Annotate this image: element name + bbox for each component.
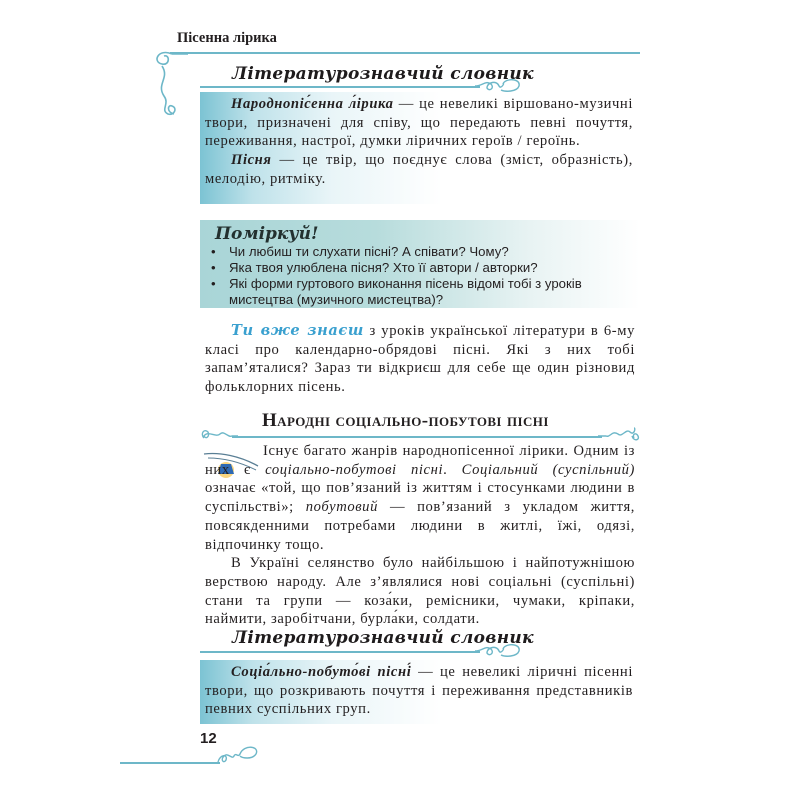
running-header: Пісенна лірика	[177, 30, 277, 46]
known-lead: Ти вже знаєш	[231, 322, 364, 339]
p1-text: Існує багато жанрів народнопісенної лірики. Одним із них є	[205, 443, 635, 478]
p2-text: В Україні селянство було найбільшою і найпотужнішою верствою народу. Але з’являлися нові соціальні (суспільні) стани та групи — коза́ки, ремісники, чумаки, кріпаки, наймити, заробітчани, бурла́ки, солдати.	[205, 555, 635, 628]
flourish-icon	[475, 641, 525, 661]
term-folk-lyric: Народнопіс́енна л́ірика	[231, 96, 394, 112]
flourish-footer-icon	[216, 740, 260, 766]
section-title: Народні соціально-побутові пісні	[262, 410, 549, 431]
p1-text: — пов’язаний з укладом життя, повсякденними потребами людини в житлі, їжі, одязі, відпочинку тощо.	[205, 499, 635, 553]
question-item: • Які форми гуртового виконання пісень відомі тобі з уроків мистецтва (музичного мистецтва)?	[205, 276, 635, 308]
known-text: з уроків української літератури в 6-му класі про календарно-обрядові пісні. Які з них тобі запам’яталися? Зараз ти відкриєш для себе ще один різновид фольклорних пісень.	[205, 323, 635, 396]
p1-text: .	[443, 461, 462, 478]
term-social-songs: соціально-побутові пісні	[265, 461, 444, 478]
footer-rule	[120, 762, 220, 764]
question-item: • Чи любиш ти слухати пісні? А співати? Чому?	[205, 244, 635, 260]
term-social: Соціальний (суспільний)	[461, 461, 636, 478]
term-social-everyday-songs: Соціа́льно-побуто́ві пісні́	[231, 664, 412, 680]
think-title: Поміркуй!	[215, 224, 319, 244]
question-item: • Яка твоя улюблена пісня? Хто її автори / авторки?	[205, 260, 635, 276]
glossary-rule	[200, 86, 480, 88]
glossary-definitions	[205, 95, 633, 189]
term-everyday: побутовий	[305, 499, 378, 516]
flourish-corner-icon	[148, 44, 188, 124]
def-song: — це твір, що поєднує слова (зміст, образність), мелодію, ритміку.	[205, 152, 633, 187]
def-folk-lyric: — це невеликі віршовано-музичні твори, призначені для співу, що передають певні почуття, переживання, настрої, думки ліричних героїв / героїнь.	[205, 96, 633, 150]
glossary-rule	[200, 651, 480, 653]
section-rule	[232, 436, 602, 438]
def-social-everyday-songs: — це невеликі ліричні пісенні твори, що розкривають почуття і переживання представників певних суспільних груп.	[205, 664, 633, 718]
glossary-definitions	[205, 663, 633, 719]
glossary-title: Літературознавчий словник	[232, 64, 534, 84]
known-paragraph	[205, 322, 635, 397]
header-rule	[170, 52, 640, 54]
term-song: Пісня	[231, 152, 272, 169]
section-body	[205, 442, 635, 629]
p1-text: означає «той, що пов’язаний із життям і стосунками людини в суспільстві»;	[205, 480, 635, 516]
page-number: 12	[200, 730, 217, 747]
think-questions	[205, 244, 635, 308]
glossary-title: Літературознавчий словник	[232, 628, 534, 648]
